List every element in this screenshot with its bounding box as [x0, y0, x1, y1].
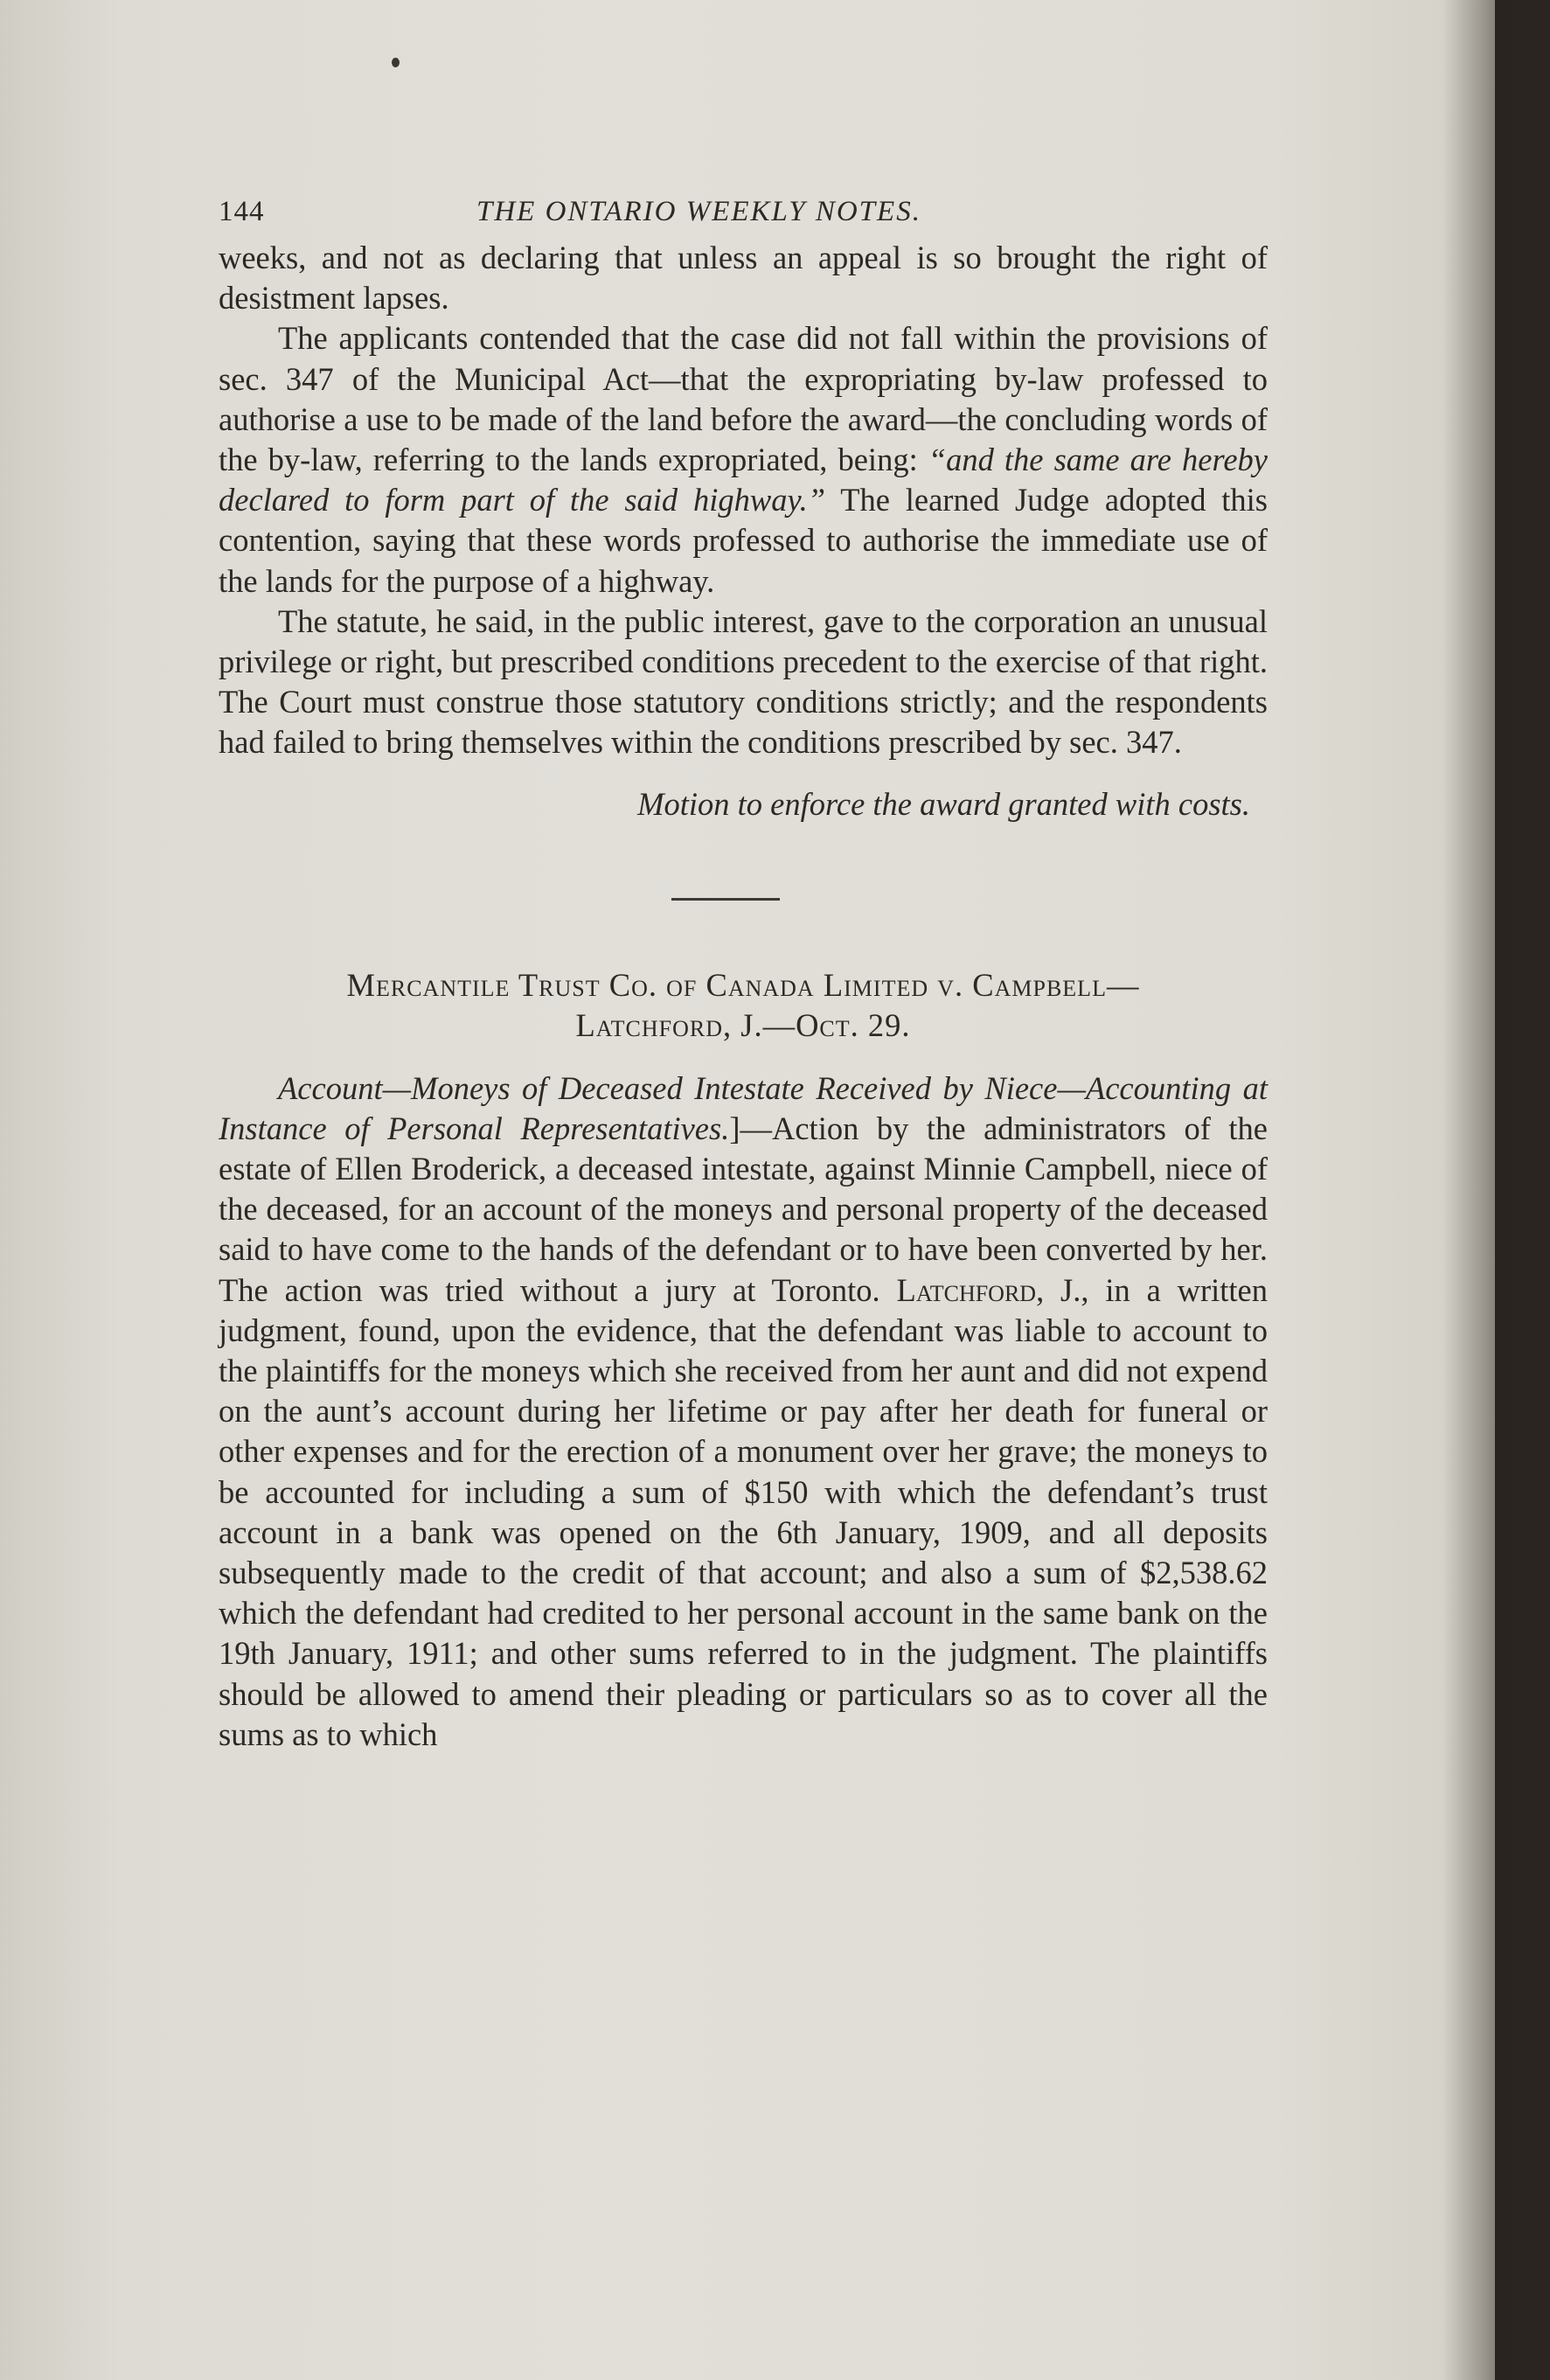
case-headnote	[219, 1068, 1268, 1755]
case-text: , J., in a written judgment, found, upon the evidence, that the defendant was liable to account to the plaintiffs for the moneys which she received from her aunt and did not expend on the aunt’s account during her lifetime or pay after her death for funeral or other expenses and for the erection of a monument over her grave; the moneys to be accounted for including a sum of $150 with which the defendant’s trust account in a bank was opened on the 6th January, 1909, and all deposits subsequently made to the credit of that account; and also a sum of $2,538.62 which the defendant had credited to her personal account in the same bank on the 19th January, 1911; and other sums referred to in the judgment. The plaintiffs should be allowed to amend their pleading or particulars so as to cover all the sums as to which	[219, 1271, 1268, 1752]
case-judge-date: Latchford, J.—Oct. 29.	[575, 1006, 911, 1043]
paragraph-continuation: weeks, and not as declaring that unless an appeal is so brought the right of desistment lapses.	[219, 240, 1268, 317]
page-edge-shadow	[1442, 0, 1550, 2380]
case-text: ]—Action by the administrators of the estate of Ellen Broderick, a deceased intestate, against Minnie Campbell, niece of the deceased, for an account of the moneys and personal property of the deceased said to have come to the hands of the defendant or to have been converted by her. The action was tried without a jury at Toronto.	[219, 1110, 1268, 1308]
bylaw-quotation: “and the same are hereby declared to form part of the said highway.”	[219, 442, 1268, 518]
disposition: Motion to enforce the award granted with costs.	[637, 785, 1250, 822]
paragraph-applicants	[219, 318, 1268, 601]
page-header	[219, 185, 1268, 238]
paragraph-statute: The statute, he said, in the public interest, gave to the corporation an unusual privilege or right, but prescribed conditions precedent to the exercise of that right. The Court must construe those statutory conditions strictly; and the respondents had failed to bring themselves within the conditions prescribed by sec. 347.	[219, 602, 1268, 761]
page-content	[219, 185, 1268, 1755]
case-title: Mercantile Trust Co. of Canada Limited v. Campbell—	[346, 966, 1140, 1003]
page-number: 144	[219, 196, 265, 227]
paragraph-text: The learned Judge adopted this contention, saying that these words professed to authorise the immediate use of the lands for the purpose of a highway.	[219, 482, 1268, 599]
section-divider	[671, 898, 780, 901]
ink-speck	[392, 58, 400, 67]
case-catchwords: Account—Moneys of Deceased Intestate Received by Niece—Accounting at Instance of Personal Representatives.	[219, 1069, 1268, 1146]
running-title: THE ONTARIO WEEKLY NOTES.	[476, 196, 921, 227]
judge-name: Latchford	[896, 1271, 1037, 1308]
paragraph-text: The applicants contended that the case did not fall within the provisions of sec. 347 of the Municipal Act—that the expropriating by-law professed to authorise a use to be made of the land before the award—the concluding words of the by-law, referring to the lands expropriated, being:	[219, 320, 1268, 478]
